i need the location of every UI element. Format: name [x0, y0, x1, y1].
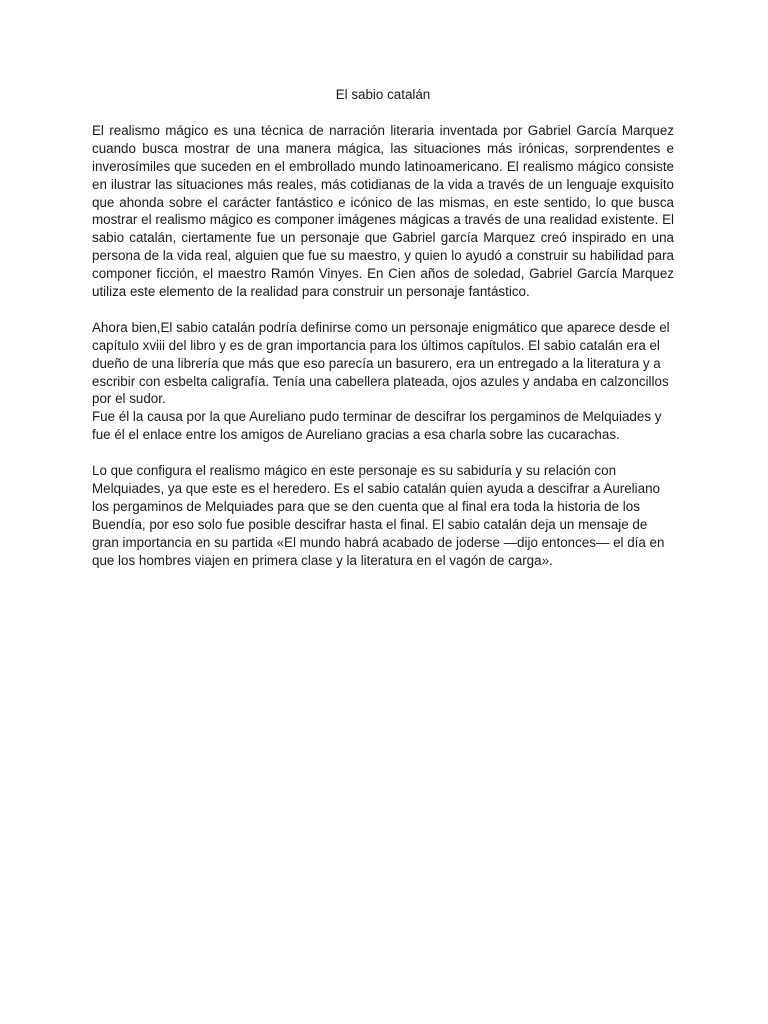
paragraph-realismo-magico: El realismo mágico es una técnica de narración literaria inventada por Gabriel García Marquez cuando busca mostrar de una manera mágica, las situaciones más irónicas, sorprendentes e inverosímiles que suceden en el embrollado mundo latinoamericano. El realismo mágico consiste en ilustrar las situaciones más reales, más cotidianas de la vida a través de un lenguaje exquisito que ahonda sobre el carácter fantástico e icónico de las mismas, en este sentido, lo que busca mostrar el realismo mágico es componer imágenes mágicas a través de una realidad existente. El sabio catalán, ciertamente fue un personaje que Gabriel garcía Marquez creó inspirado en una persona de la vida real, alguien que fue su maestro, y quien lo ayudó a construir su habilidad para componer ficción, el maestro Ramón Vinyes. En Cien años de soledad, Gabriel García Marquez utiliza este elemento de la realidad para construir un personaje fantástico.: [92, 122, 674, 300]
paragraph-causa-aureliano: Fue él la causa por la que Aureliano pudo terminar de descifrar los pergaminos de Melquiades y fue él el enlace entre los amigos de Aureliano gracias a esa charla sobre las cucarachas.: [92, 409, 662, 443]
document-body: [92, 86, 674, 570]
paragraph-spacer: [92, 444, 674, 462]
document-title: El sabio catalán: [335, 87, 431, 102]
paragraph-descripcion-sabio: Ahora bien,El sabio catalán podría definirse como un personaje enigmático que aparece desde el capítulo xviii del libro y es de gran importancia para los últimos capítulos. El sabio catalán era el dueño de una librería que más que eso parecía un basurero, era un entregado a la literatura y a escribir con esbelta caligrafía. Tenía una cabellera plateada, ojos azules y andaba en calzoncillos por el sudor.: [92, 319, 670, 407]
paragraph-configuracion: Lo que configura el realismo mágico en este personaje es su sabiduría y su relación con Melquiades, ya que este es el heredero. Es el sabio catalán quien ayuda a descifrar a Aureliano los pergaminos de Melquiades para que se den cuenta que al final era toda la historia de los Buendía, por eso solo fue posible descifrar hasta el final. El sabio catalán deja un mensaje de gran importancia en su partida «El mundo habrá acabado de joderse —dijo entonces— el día en que los hombres viajen en primera clase y la literatura en el vagón de carga».: [92, 463, 665, 568]
paragraph-spacer: [92, 301, 674, 319]
